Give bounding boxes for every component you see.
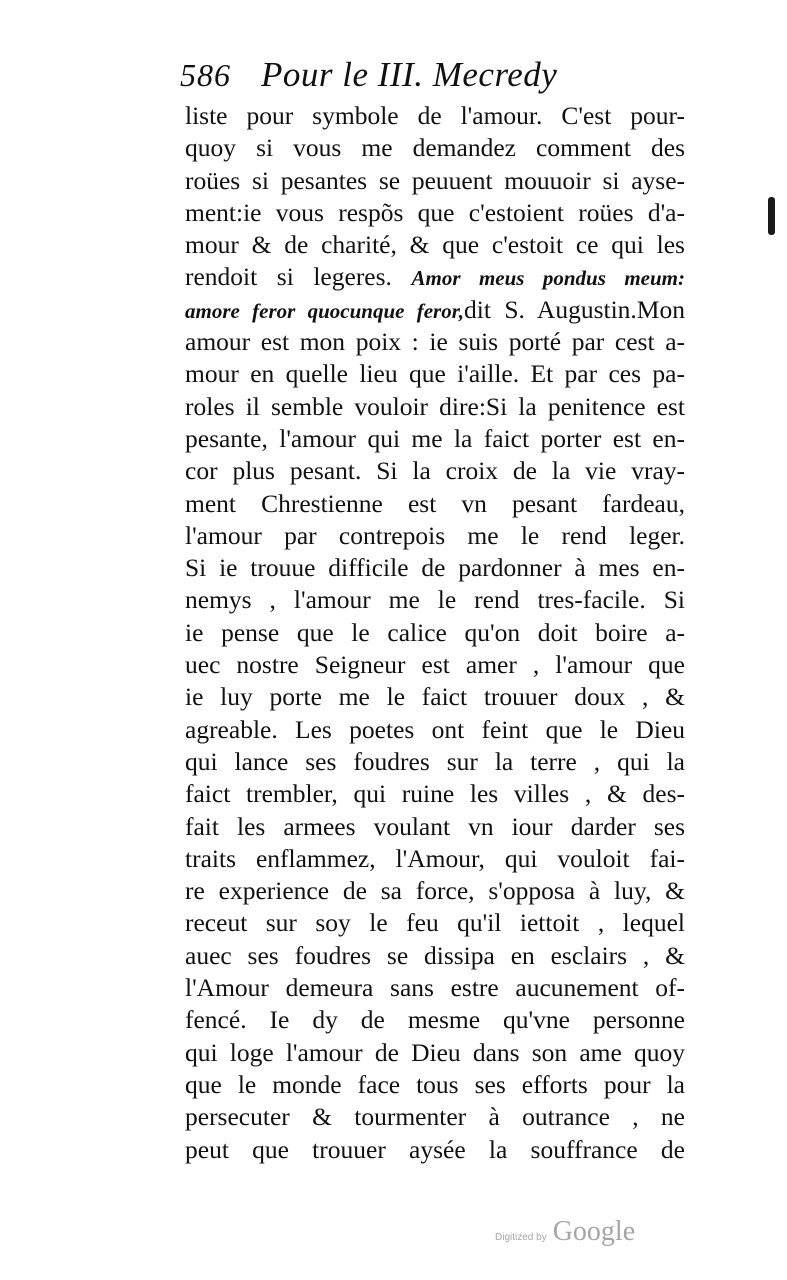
text-line: ie luy porte me le faict trouuer doux , &: [185, 682, 685, 712]
latin-quote: amore feror quocunque feror,: [185, 298, 464, 323]
text-segment: dit S. Augustin.Mon: [464, 294, 685, 324]
latin-quote: Amor meus pondus meum:: [411, 266, 686, 291]
text-line: [185, 294, 685, 326]
text-segment: rendoit si legeres.: [185, 262, 392, 292]
body-text: [185, 100, 685, 1166]
text-line: roles il semble vouloir dire:Si la penitence est: [185, 391, 685, 421]
text-line: cor plus pesant. Si la croix de la vie vray-: [185, 456, 685, 486]
text-line: que le monde face tous ses efforts pour la: [185, 1069, 685, 1099]
text-line: traits enflammez, l'Amour, qui vouloit fai-: [185, 843, 685, 873]
text-line: Si ie trouue difficile de pardonner à mes en-: [185, 553, 685, 583]
text-line: pesante, l'amour qui me la faict porter est en-: [185, 423, 685, 453]
text-line: auec ses foudres se dissipa en esclairs , &: [185, 940, 685, 970]
page-header: [180, 55, 720, 99]
text-line: fait les armees voulant vn iour darder ses: [185, 811, 685, 841]
text-line: l'amour par contrepois me le rend leger.: [185, 520, 685, 550]
text-line: receut sur soy le feu qu'il iettoit , lequel: [185, 908, 685, 938]
text-line: qui lance ses foudres sur la terre , qui la: [185, 746, 685, 776]
text-line: agreable. Les poetes ont feint que le Dieu: [185, 714, 685, 744]
text-line: mour & de charité, & que c'estoit ce qui les: [185, 230, 685, 260]
text-line: quoy si vous me demandez comment des: [185, 133, 685, 163]
text-line: nemys , l'amour me le rend tres-facile. Si: [185, 585, 685, 615]
text-line: liste pour symbole de l'amour. C'est pour-: [185, 101, 685, 130]
text-line: ment Chrestienne est vn pesant fardeau,: [185, 488, 685, 518]
text-line: faict trembler, qui ruine les villes , & des-: [185, 779, 685, 809]
text-line: qui loge l'amour de Dieu dans son ame quoy: [185, 1037, 685, 1067]
text-line: fencé. Ie dy de mesme qu'vne personne: [185, 1005, 685, 1035]
page-number: 586: [180, 57, 231, 93]
digitization-watermark: [495, 1216, 635, 1248]
text-line: persecuter & tourmenter à outrance , ne: [185, 1102, 685, 1132]
text-line: mour en quelle lieu que i'aille. Et par ces pa-: [185, 359, 685, 389]
watermark-prefix: Digitized by: [495, 1232, 547, 1243]
text-line: amour est mon poix : ie suis porté par cest a-: [185, 327, 685, 357]
running-title: Pour le III. Mecredy: [261, 55, 558, 94]
text-line: roües si pesantes se peuuent mouuoir si ayse-: [185, 165, 685, 195]
text-line: ie pense que le calice qu'on doit boire a-: [185, 617, 685, 647]
text-line: l'Amour demeura sans estre aucunement of-: [185, 973, 685, 1003]
text-line: peut que trouuer aysée la souffrance de: [185, 1134, 685, 1164]
text-line: re experience de sa force, s'opposa à luy, &: [185, 876, 685, 906]
text-line: uec nostre Seigneur est amer , l'amour que: [185, 650, 685, 680]
text-line: [185, 261, 685, 293]
google-logo: Google: [552, 1216, 636, 1247]
margin-ink-mark: [768, 197, 775, 235]
text-line: ment:ie vous respõs que c'estoient roües d'a-: [185, 197, 685, 227]
